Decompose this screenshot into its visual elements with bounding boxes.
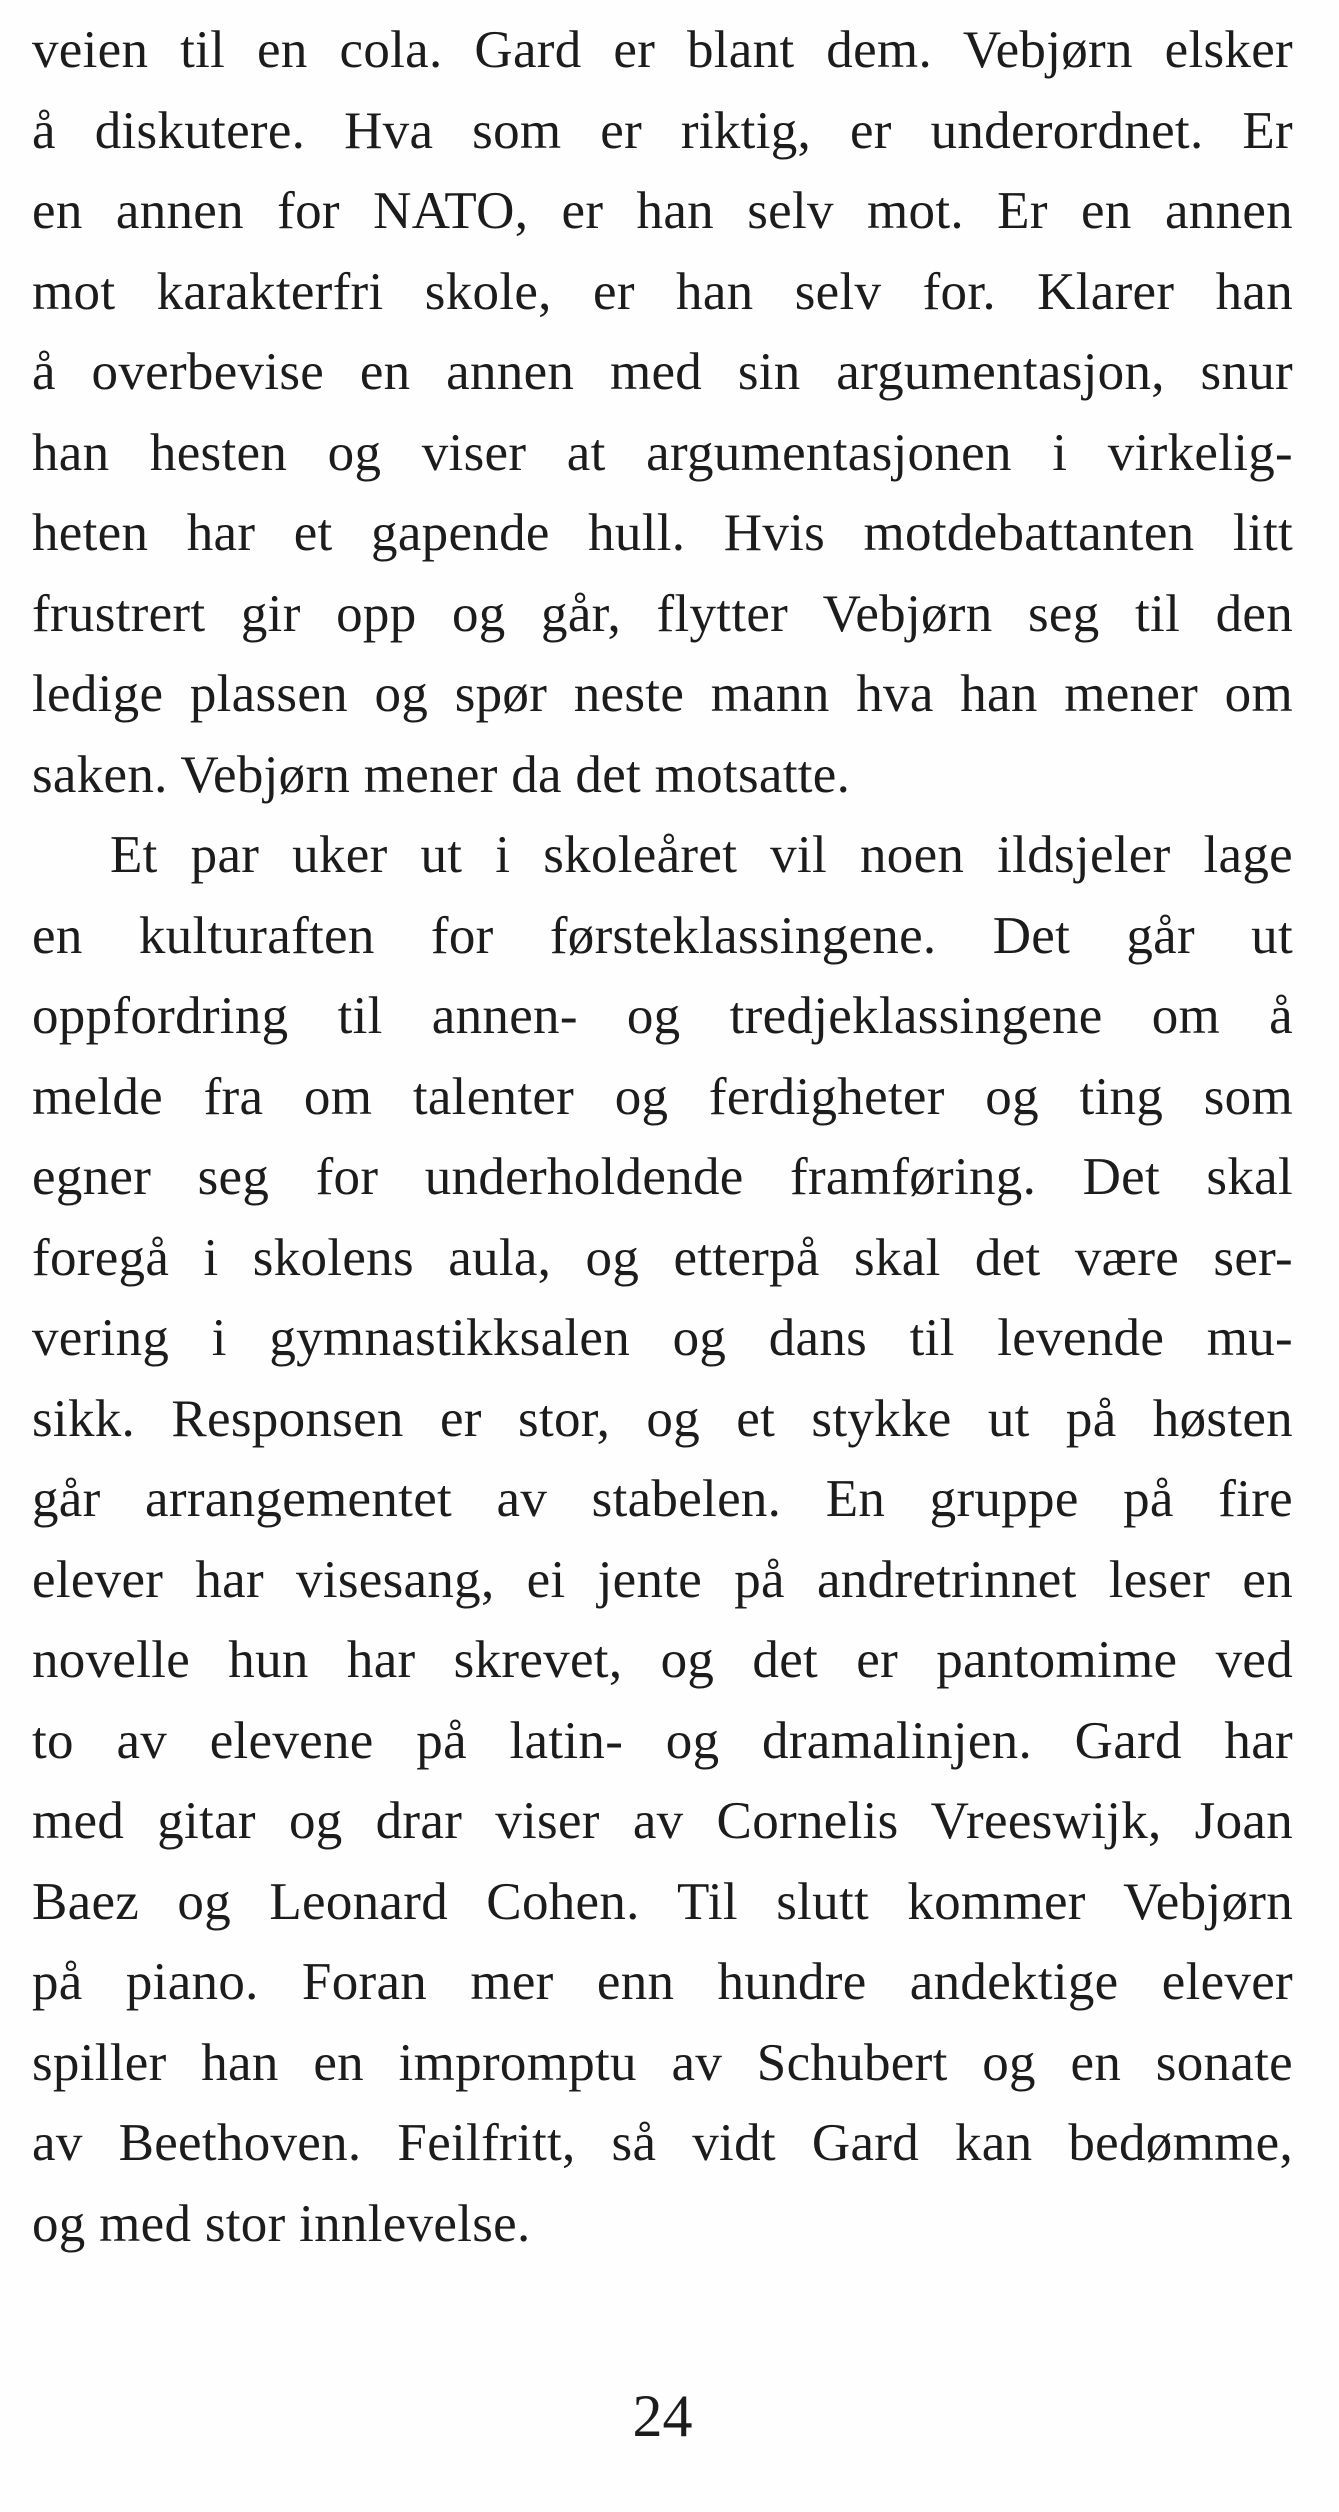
text-line: heten har et gapende hull. Hvis motdebattanten litt — [32, 504, 1293, 562]
text-line: ledige plassen og spør neste mann hva han mener om — [32, 665, 1293, 723]
text-line: og med stor innlevelse. — [32, 2194, 531, 2253]
text-line: med gitar og drar viser av Cornelis Vreeswijk, Joan — [32, 1792, 1293, 1850]
text-line: å overbevise en annen med sin argumentasjon, snur — [32, 343, 1293, 401]
text-line: Et par uker ut i skoleåret vil noen ildsjeler lage — [110, 826, 1293, 884]
text-line: en annen for NATO, er han selv mot. Er en annen — [32, 182, 1293, 240]
text-line: går arrangementet av stabelen. En gruppe på fire — [32, 1470, 1293, 1528]
text-line: vering i gymnastikksalen og dans til levende mu- — [32, 1309, 1293, 1367]
text-line: melde fra om talenter og ferdigheter og ting som — [32, 1067, 1293, 1126]
text-line: foregå i skolens aula, og etterpå skal det være ser- — [32, 1228, 1293, 1287]
text-line: en kulturaften for førsteklassingene. Det går ut — [32, 906, 1293, 965]
page-number: 24 — [632, 2383, 693, 2449]
text-line: av Beethoven. Feilfritt, så vidt Gard kan bedømme, — [32, 2114, 1293, 2172]
text-line: å diskutere. Hva som er riktig, er underordnet. Er — [32, 101, 1293, 160]
text-line: oppfordring til annen- og tredjeklassingene om å — [32, 987, 1293, 1045]
text-line: frustrert gir opp og går, flytter Vebjørn seg til den — [32, 584, 1293, 643]
text-line: mot karakterfri skole, er han selv for. Klarer han — [32, 262, 1293, 321]
text-line: saken. Vebjørn mener da det motsatte. — [32, 745, 851, 804]
text-line: novelle hun har skrevet, og det er pantomime ved — [32, 1631, 1293, 1689]
text-line: to av elevene på latin- og dramalinjen. Gard har — [32, 1711, 1293, 1770]
text-line: spiller han en impromptu av Schubert og en sonate — [32, 2033, 1293, 2092]
text-line: sikk. Responsen er stor, og et stykke ut på høsten — [32, 1389, 1293, 1448]
text-line: veien til en cola. Gard er blant dem. Vebjørn elsker — [32, 21, 1293, 79]
text-line: på piano. Foran mer enn hundre andektige elever — [32, 1953, 1293, 2011]
text-block — [32, 10, 1293, 2264]
text-line: Baez og Leonard Cohen. Til slutt kommer Vebjørn — [32, 1872, 1293, 1931]
text-line: elever har visesang, ei jente på andretrinnet leser en — [32, 1550, 1293, 1609]
text-line: han hesten og viser at argumentasjonen i virkelig- — [32, 423, 1293, 482]
text-line: egner seg for underholdende framføring. Det skal — [32, 1148, 1293, 1206]
